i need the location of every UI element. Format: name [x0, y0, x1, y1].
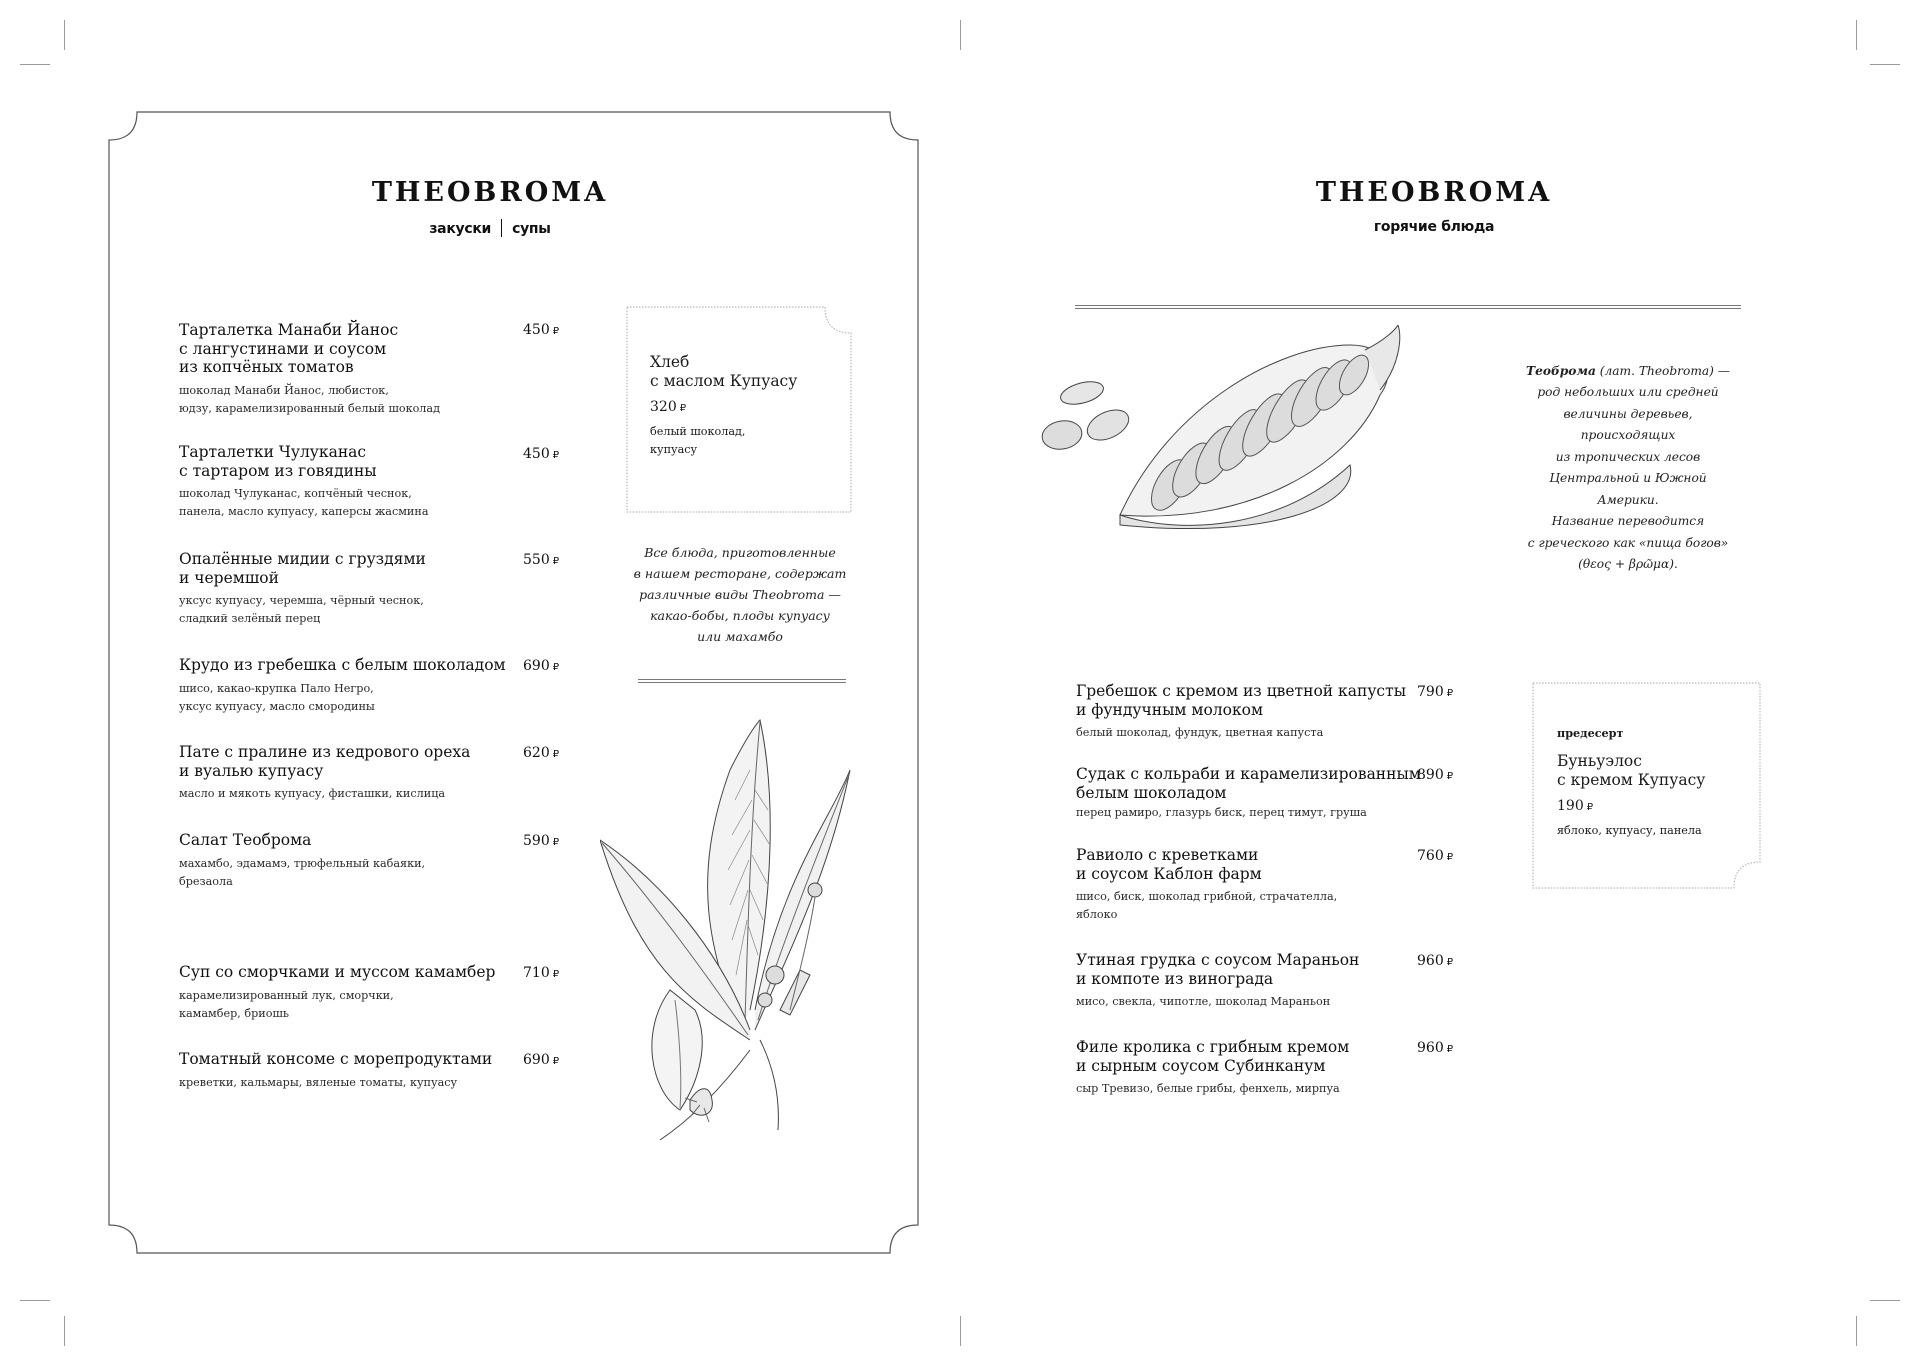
- dish-description: шисо, биск, шоколад грибной, страчателла, яблоко: [1076, 890, 1338, 921]
- dish-name: Салат Теоброма: [179, 831, 312, 849]
- menu-item: [1076, 682, 1406, 742]
- theobroma-info: Теоброма (лат. Theobroma) — род небольших или средней величины деревьев, происходящих из тропических лесов Центральной и Южной Америки. Название переводится с греческого как «пища богов» (θεος + βρῶμα).: [1526, 363, 1730, 571]
- dish-price: 690 ₽: [523, 658, 560, 674]
- dish-name: Опалённые мидии с груздями и черемшой: [179, 550, 426, 587]
- card-dish-price: 190 ₽: [1557, 798, 1594, 814]
- menu-item: [1076, 1038, 1349, 1098]
- dish-name: Пате с пралине из кедрового ореха и вуалью купуасу: [179, 743, 471, 780]
- dish-description: креветки, кальмары, вяленые томаты, купуасу: [179, 1075, 458, 1089]
- brand-title: THEOBROMA: [1315, 177, 1553, 208]
- card-dish-price: 320 ₽: [650, 399, 687, 415]
- category-header: [10, 219, 970, 237]
- dish-description: шоколад Манаби Йанос, любисток, юдзу, карамелизированный белый шоколад: [179, 383, 440, 415]
- card-dish-description: белый шоколад, купуасу: [650, 425, 746, 456]
- menu-item: [179, 1050, 492, 1092]
- dish-description: уксус купуасу, черемша, чёрный чеснок, сладкий зелёный перец: [179, 594, 424, 625]
- dish-name: Равиоло с креветками и соусом Каблон фарм: [1076, 846, 1262, 883]
- menu-item: [179, 443, 429, 521]
- category-header: горячие блюда: [1373, 219, 1495, 235]
- card-dish-name: Буньуэлос с кремом Купуасу: [1557, 752, 1706, 789]
- category-divider: [501, 219, 502, 237]
- cacao-pod-illustration: [1020, 325, 1440, 545]
- feature-card: [650, 353, 797, 459]
- dish-name: Гребешок с кремом из цветной капусты и фундучным молоком: [1076, 682, 1407, 719]
- menu-item: [179, 321, 440, 418]
- menu-item: [1076, 846, 1337, 924]
- dish-description: мисо, свекла, чипотле, шоколад Мараньон: [1076, 995, 1331, 1008]
- dish-price: 960 ₽: [1417, 953, 1454, 969]
- menu-page-right: [960, 0, 1920, 1365]
- dish-name: Филе кролика с грибным кремом и сырным соусом Субинканум: [1076, 1038, 1350, 1075]
- dish-price: 710 ₽: [523, 965, 560, 981]
- dish-name: Утиная грудка с соусом Мараньон и компоте из винограда: [1076, 951, 1360, 988]
- dish-description: махамбо, эдамамэ, трюфельный кабаяки, брезаола: [179, 856, 426, 888]
- card-dish-description: яблоко, купуасу, панела: [1557, 824, 1702, 837]
- menu-item: [179, 963, 495, 1023]
- dish-price: 450 ₽: [523, 446, 560, 462]
- dish-price: 550 ₽: [523, 552, 560, 568]
- menu-item: [179, 831, 425, 891]
- dish-price: 590 ₽: [523, 833, 560, 849]
- double-divider: [1075, 305, 1741, 309]
- cacao-leaf-illustration: [600, 710, 900, 1140]
- dish-description: масло и мякоть купуасу, фисташки, кислица: [179, 787, 446, 800]
- dish-name: Тарталетки Чулуканас с тартаром из говядины: [179, 443, 377, 480]
- predessert-card: [1557, 726, 1705, 840]
- dish-name: Суп со сморчками и муссом камамбер: [179, 963, 496, 981]
- card-dish-name: Хлеб с маслом Купуасу: [650, 353, 798, 390]
- menu-item: [1076, 951, 1359, 1011]
- dish-name: Крудо из гребешка с белым шоколадом: [179, 656, 506, 674]
- brand-title: THEOBROMA: [371, 177, 609, 208]
- category-soups: супы: [512, 221, 551, 237]
- dish-description: перец рамиро, глазурь биск, перец тимут, груша: [1076, 806, 1367, 819]
- dish-price: 790 ₽: [1417, 684, 1454, 700]
- dish-price: 760 ₽: [1417, 848, 1454, 864]
- dish-name: Тарталетка Манаби Йанос с лангустинами и соусом из копчёных томатов: [179, 321, 399, 376]
- dish-price: 450 ₽: [523, 322, 560, 338]
- menu-item: [179, 656, 506, 716]
- dish-name: Судак с кольраби и карамелизированным белым шоколадом: [1076, 765, 1421, 802]
- double-divider: [638, 679, 846, 683]
- info-note: Все блюда, приготовленные в нашем ресторане, содержат различные виды Theobroma — какао-бобы, плоды купуасу или махамбо: [633, 545, 847, 644]
- dish-price: 690 ₽: [523, 1052, 560, 1068]
- category-snacks: закуски: [429, 221, 492, 237]
- menu-item: [179, 550, 426, 628]
- dish-description: карамелизированный лук, сморчки, камамбер, бриошь: [179, 988, 394, 1020]
- dish-name: Томатный консоме с морепродуктами: [179, 1050, 493, 1068]
- menu-item: [1076, 765, 1421, 822]
- dish-description: шоколад Чулуканас, копчёный чеснок, панела, масло купуасу, каперсы жасмина: [179, 487, 429, 518]
- dish-description: белый шоколад, фундук, цветная капуста: [1076, 726, 1324, 739]
- dish-price: 960 ₽: [1417, 1040, 1454, 1056]
- menu-item: [179, 743, 470, 803]
- dish-description: сыр Тревизо, белые грибы, фенхель, мирпуа: [1076, 1082, 1340, 1095]
- card-label: предесерт: [1557, 726, 1624, 740]
- dish-price: 890 ₽: [1417, 767, 1454, 783]
- dish-description: шисо, какао-крупка Пало Негро, уксус купуасу, масло смородины: [179, 681, 375, 713]
- dish-price: 620 ₽: [523, 745, 560, 761]
